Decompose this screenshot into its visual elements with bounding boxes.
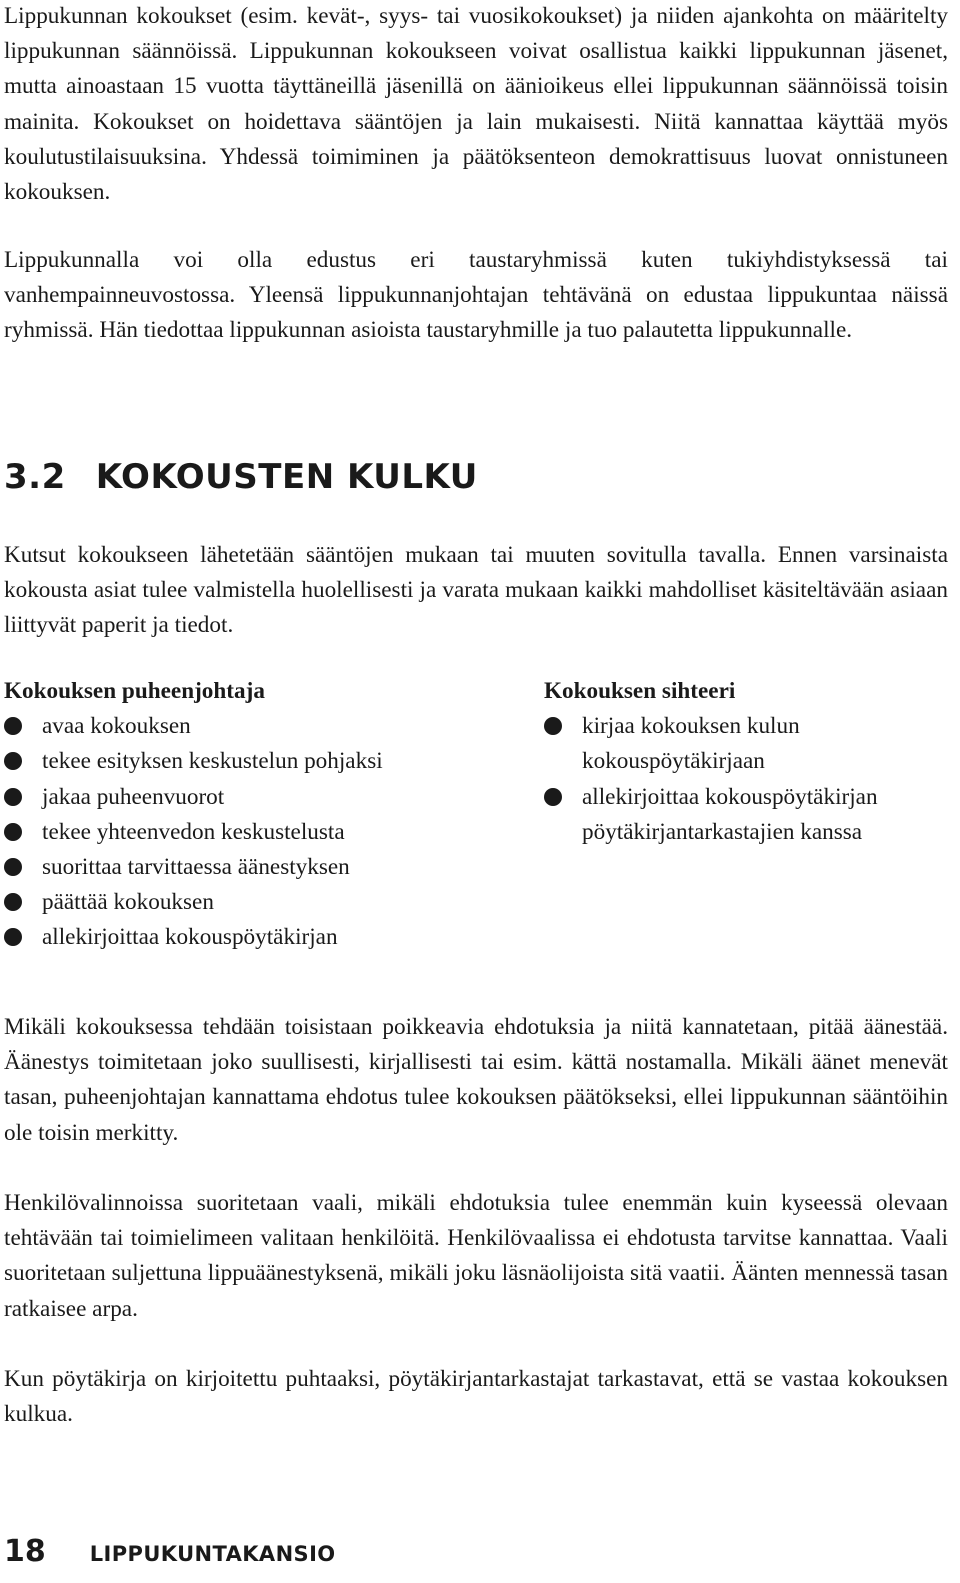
- book-title: LIPPUKUNTAKANSIO: [89, 1542, 336, 1566]
- page-number: 18: [4, 1534, 46, 1569]
- bullet-icon: [544, 788, 562, 806]
- chairperson-box: [4, 674, 524, 956]
- bullet-icon: [4, 928, 22, 946]
- representation-paragraph: Lippukunnalla voi olla edustus eri taustaryhmissä kuten tukiyhdistyksessä tai vanhempainneuvostossa. Yleensä lippukunnanjohtajan tehtävänä on edustaa lippukuntaa näissä ryhmissä. Hän tiedottaa lippukunnan asioista taustaryhmille ja tuo palautetta lippukunnalle.: [4, 247, 948, 344]
- bullet-icon: [4, 893, 22, 911]
- bullet-icon: [544, 717, 562, 735]
- invitation-paragraph: Kutsut kokoukseen lähetetään sääntöjen mukaan tai muuten sovitulla tavalla. Ennen varsinaista kokousta asiat tulee valmistella huolellisesti ja varata mukaan kaikki mahdolliset käsiteltävään asiaan liittyvät paperit ja tiedot.: [4, 542, 948, 639]
- bullet-icon: [4, 717, 22, 735]
- elections-paragraph: Henkilövalinnoissa suoritetaan vaali, mikäli ehdotuksia tulee enemmän kuin kyseessä olevaan tehtävään tai toimielimeen valitaan henkilöitä. Henkilövaalissa ei ehdotusta tarvitse kannattaa. Vaali suoritetaan suljettuna lippuäänestyksenä, mikäli joku läsnäolijoista sitä vaatii. Äänten mennessä tasan ratkaisee arpa.: [4, 1190, 948, 1322]
- list-item: avaa kokouksen: [4, 709, 524, 744]
- list-item: kirjaa kokouksen kulun kokouspöytäkirjaan: [544, 709, 948, 779]
- list-item: allekirjoittaa kokouspöytäkirjan pöytäkirjantarkastajien kanssa: [544, 780, 948, 850]
- section-title: KOKOUSTEN KULKU: [95, 457, 478, 497]
- minutes-paragraph: Kun pöytäkirja on kirjoitettu puhtaaksi, pöytäkirjantarkastajat tarkastavat, että se vastaa kokouksen kulkua.: [4, 1366, 948, 1428]
- list-item: tekee esityksen keskustelun pohjaksi: [4, 744, 524, 779]
- page-footer: [4, 1532, 336, 1574]
- secretary-duties-list: [544, 709, 948, 850]
- bullet-icon: [4, 858, 22, 876]
- chairperson-duties-list: [4, 709, 524, 955]
- list-item: jakaa puheenvuorot: [4, 780, 524, 815]
- secretary-title: Kokouksen sihteeri: [544, 678, 736, 704]
- secretary-box: [544, 674, 948, 850]
- chairperson-title: Kokouksen puheenjohtaja: [4, 678, 265, 704]
- bullet-icon: [4, 752, 22, 770]
- list-item: päättää kokouksen: [4, 885, 524, 920]
- intro-paragraph: Lippukunnan kokoukset (esim. kevät-, syys- tai vuosikokoukset) ja niiden ajankohta on määritelty lippukunnan säännöissä. Lippukunnan kokoukseen voivat osallistua kaikki lippukunnan jäsenet, mutta ainoastaan 15 vuotta täyttäneillä jäsenillä on äänioikeus ellei lippukunnan säännöissä toisin mainita. Kokoukset on hoidettava sääntöjen ja lain mukaisesti. Niitä kannattaa käyttää myös koulutustilaisuuksina. Yhdessä toimiminen ja päätöksenteon demokrattisuus luovat onnistuneen kokouksen.: [4, 3, 948, 206]
- list-item: allekirjoittaa kokouspöytäkirjan: [4, 920, 524, 955]
- voting-paragraph: Mikäli kokouksessa tehdään toisistaan poikkeavia ehdotuksia ja niitä kannatetaan, pitää äänestää. Äänestys toimitetaan joko suullisesti, kirjallisesti tai esim. kättä nostamalla. Mikäli äänet menevät tasan, puheenjohtajan kannattama ehdotus tulee kokouksen päätökseksi, ellei lippukunnan sääntöihin ole toisin merkitty.: [4, 1014, 948, 1146]
- section-number: 3.2: [4, 457, 66, 497]
- list-item: suorittaa tarvittaessa äänestyksen: [4, 850, 524, 885]
- section-heading: [4, 452, 478, 502]
- bullet-icon: [4, 823, 22, 841]
- list-item: tekee yhteenvedon keskustelusta: [4, 815, 524, 850]
- bullet-icon: [4, 788, 22, 806]
